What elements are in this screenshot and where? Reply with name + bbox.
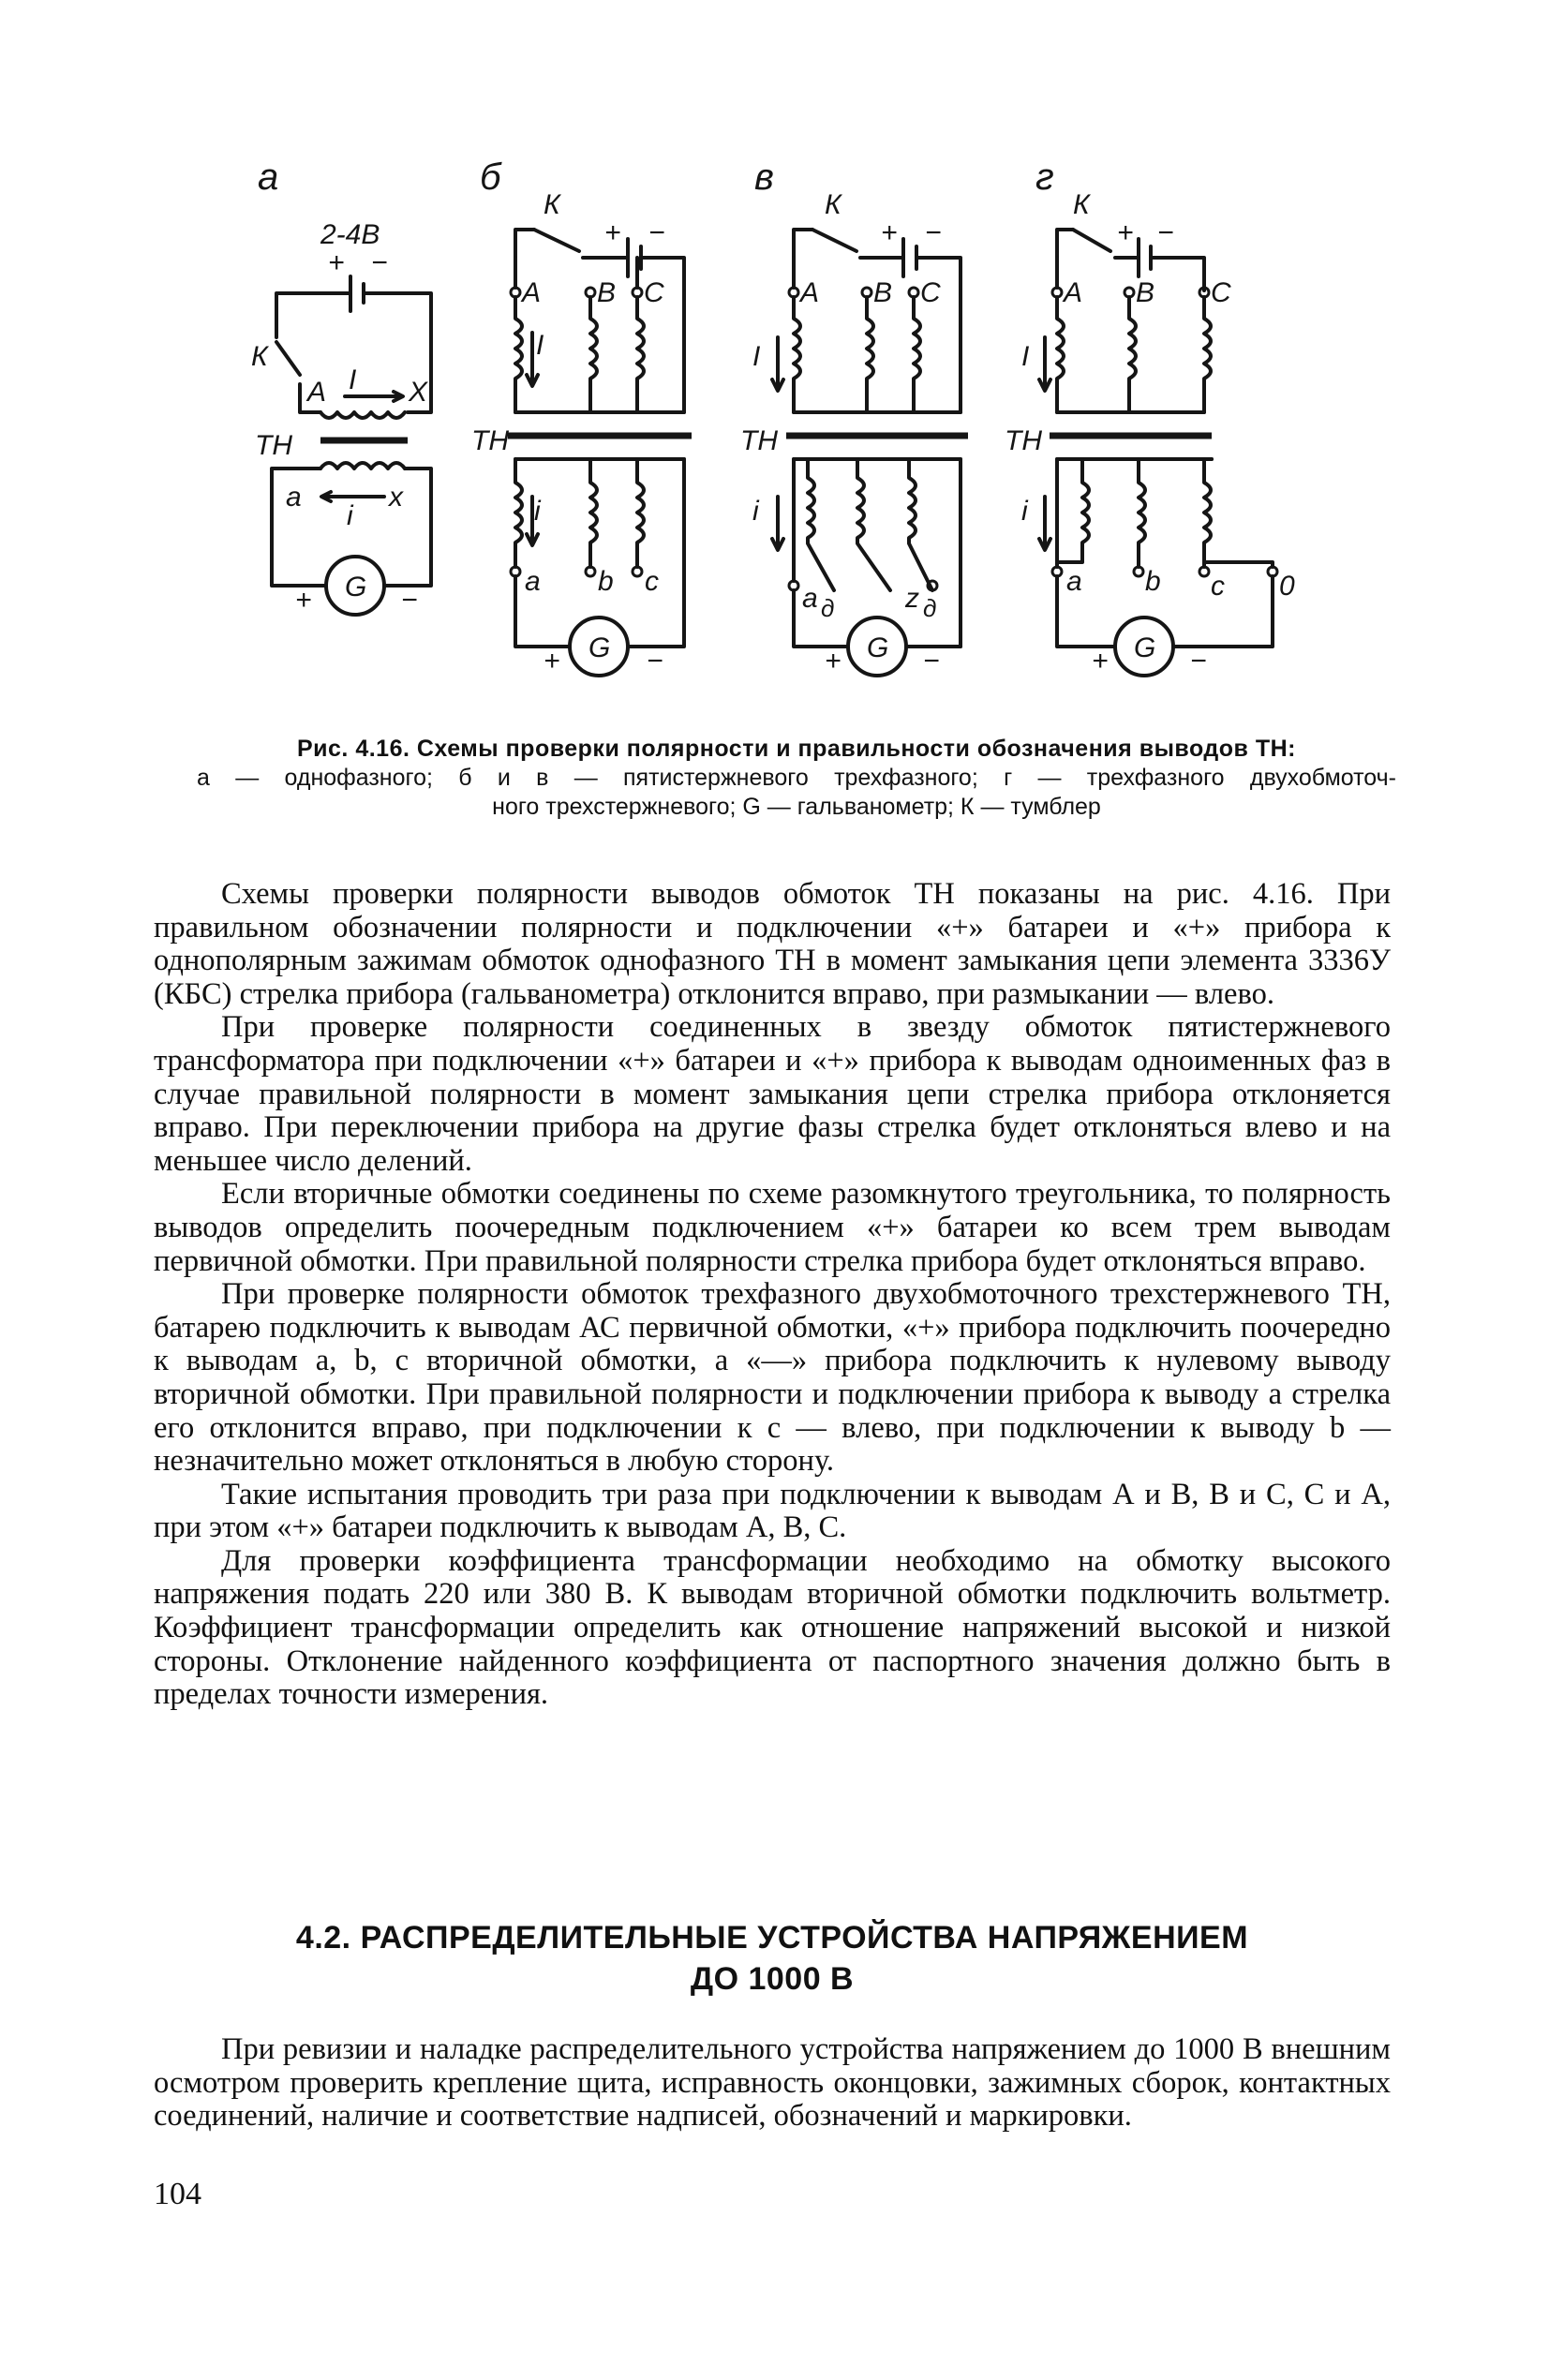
panel-a-single-phase	[251, 156, 431, 616]
th-label: ТН	[1005, 425, 1042, 456]
galvanometer-plus-sign: +	[1092, 646, 1109, 677]
th-label: ТН	[471, 425, 509, 456]
current-arrow-down	[772, 337, 783, 391]
battery-plus-sign: +	[881, 217, 898, 248]
panel-g-three-limb	[1005, 156, 1295, 677]
secondary-coil-3	[890, 459, 932, 590]
galvanometer-b-label: G	[588, 632, 611, 663]
current-I-label: I	[752, 341, 761, 372]
secondary-coil-b	[1139, 459, 1145, 567]
current-I-label: I	[1021, 341, 1030, 372]
current-i-label: i	[534, 496, 541, 527]
toggle-switch-k	[534, 230, 579, 251]
primary-coil	[320, 412, 405, 418]
body-text	[154, 878, 1391, 1712]
secondary-coil-1	[808, 459, 834, 590]
th-label: ТН	[740, 425, 778, 456]
battery-plus-sign: +	[328, 247, 345, 278]
switch-k-label: К	[544, 189, 560, 220]
terminal-zd-subscript: д	[923, 594, 937, 622]
terminal-x-label: х	[389, 482, 403, 513]
th-label: ТН	[255, 430, 292, 461]
terminal-c-label: с	[645, 566, 659, 597]
switch-k-label: К	[1073, 189, 1090, 220]
galvanometer-v-label: G	[867, 632, 889, 663]
primary-coil-C	[914, 297, 920, 412]
current-arrow-down	[1039, 337, 1050, 391]
secondary-coil-a	[1057, 459, 1089, 562]
switch-k-label: К	[251, 341, 268, 372]
terminal-0-label: 0	[1279, 571, 1295, 602]
primary-coil-A	[515, 297, 522, 412]
switch-k-label: К	[825, 189, 842, 220]
panel-b-label: б	[480, 156, 501, 198]
caption-legend-line-2: ного трехстержневого; G — гальванометр; К — тумблер	[492, 794, 1101, 820]
battery-plus-sign: +	[1117, 217, 1134, 248]
figure-4-16	[234, 150, 1378, 712]
terminal-a-label: а	[525, 566, 541, 597]
primary-coil-C	[637, 297, 644, 412]
terminal-A-label: А	[522, 277, 542, 308]
terminal-A-label: А	[800, 277, 820, 308]
galvanometer-minus-sign: −	[923, 646, 940, 677]
terminal-ad-subscript: д	[821, 594, 835, 622]
current-i-label: i	[347, 500, 353, 531]
paragraph: При проверке полярности обмоток трехфазного двухобмоточного трехстержневого ТН, батарею подключить к выводам АС первичной обмотки, «+» прибора подключить поочередно к выводам а, b, с вторичной обмотки, а «—» прибора подключить к нулевому выводу вторичной обмотки. При правильной полярности и подключении прибора к выводу а стрелка его отклонится вправо, при подключении к с — влево, при подключении к выводу b — незначительно может отклоняться в любую сторону.	[154, 1277, 1391, 1479]
current-arrow-down-secondary	[772, 497, 783, 550]
paragraph: При проверке полярности соединенных в звезду обмоток пятистержневого трансформатора при подключении «+» батареи и «+» прибора к выводам одноименных фаз в случае правильной полярности в момент замыкания цепи стрелка прибора отклоняется вправо. При переключении прибора на другие фазы стрелка будет отклоняться влево и на меньшее число делений.	[154, 1010, 1391, 1178]
galvanometer-g-label: G	[1134, 632, 1156, 663]
secondary-coil-c	[1204, 459, 1211, 567]
battery-minus-sign: −	[1157, 217, 1174, 248]
caption-title: Рис. 4.16. Схемы проверки полярности и правильности обозначения выводов ТН:	[296, 736, 1297, 762]
secondary-coil-a	[515, 459, 522, 567]
paragraph: При ревизии и наладке распределительного устройства напряжением до 1000 В внешним осмотром проверить крепление щита, исправность оконцовки, зажимных сборок, контактных соединений, наличие и соответствие надписей, обозначений и маркировки.	[154, 2032, 1391, 2134]
secondary-coil	[320, 463, 405, 469]
terminal-B-label: В	[597, 277, 617, 308]
terminal-C-label: С	[644, 277, 664, 308]
terminal-A-label: А	[307, 377, 327, 408]
paragraph: Схемы проверки полярности выводов обмоток ТН показаны на рис. 4.16. При правильном обозначении полярности и подключении «+» батареи и «+» прибора к однополярным зажимам обмоток однофазного ТН в момент замыкания цепи элемента 3336У (КБС) стрелка прибора (гальванометра) отклонится вправо, при размыкании — влево.	[154, 877, 1391, 1011]
primary-coil-A	[1057, 297, 1064, 412]
galvanometer-minus-sign: −	[1190, 646, 1207, 677]
terminal-B-label: В	[1136, 277, 1155, 308]
toggle-switch-k	[1073, 230, 1110, 251]
current-I-label: I	[536, 330, 544, 361]
galvanometer-plus-sign: +	[544, 646, 560, 677]
terminal-ad-label: а	[802, 583, 818, 614]
terminal-a-label: а	[286, 482, 302, 513]
toggle-switch-k	[276, 342, 300, 375]
terminal-A-label: А	[1064, 277, 1083, 308]
caption-legend-line-1: а — однофазного; б и в — пятистержневого трехфазного; г — трехфазного двухобмоточ-	[197, 765, 1396, 791]
primary-coil-B	[867, 297, 873, 412]
toggle-switch-k	[812, 230, 856, 251]
galvanometer-minus-sign: −	[647, 646, 663, 677]
primary-coil-B	[590, 297, 597, 412]
current-i-label: i	[1021, 496, 1028, 527]
figure-caption	[197, 735, 1396, 822]
panel-v-label: в	[754, 156, 774, 198]
paragraph: Если вторичные обмотки соединены по схеме разомкнутого треугольника, то полярность выводов определить поочередным подключением «+» батареи ко всем трем выводам первичной обмотки. При правильной полярности стрелка прибора будет отклоняться вправо.	[154, 1177, 1391, 1278]
section-heading-line-1: 4.2. РАСПРЕДЕЛИТЕЛЬНЫЕ УСТРОЙСТВА НАПРЯЖЕНИЕМ	[295, 1920, 1249, 1956]
panel-b-five-limb	[471, 156, 692, 677]
current-i-label: i	[752, 496, 759, 527]
section-heading	[154, 1917, 1391, 2000]
secondary-coil-2	[834, 459, 890, 590]
primary-coil-A	[794, 297, 800, 412]
terminal-b-label: b	[1145, 566, 1161, 597]
terminal-B-label: В	[873, 277, 893, 308]
terminal-b-label: b	[598, 566, 614, 597]
terminal-c-label: с	[1211, 571, 1225, 602]
battery-minus-sign: −	[371, 247, 388, 278]
terminal-a-label: а	[1066, 566, 1082, 597]
battery-voltage-label: 2-4В	[320, 219, 380, 250]
galvanometer-minus-sign: −	[401, 585, 418, 616]
terminal-C-label: С	[920, 277, 941, 308]
paragraph: Для проверки коэффициента трансформации необходимо на обмотку высокого напряжения подать 220 или 380 В. К выводам вторичной обмотки подключить вольтметр. Коэффициент трансформации определить как отношение напряжений высокой и низкой стороны. Отклонение найденного коэффициента от паспортного значения должно быть в пределах точности измерения.	[154, 1543, 1391, 1712]
terminal-zd-label: z	[905, 583, 919, 614]
page-number: 104	[154, 2177, 201, 2211]
terminal-X-label: Х	[409, 377, 428, 408]
battery-plus-sign: +	[604, 217, 621, 248]
paragraph: Такие испытания проводить три раза при подключении к выводам А и В, В и С, С и А, при этом «+» батареи подключить к выводам А, В, С.	[154, 1477, 1391, 1545]
secondary-coil-b	[590, 459, 597, 567]
battery-minus-sign: −	[648, 217, 665, 248]
current-arrow-down-secondary	[1039, 497, 1050, 550]
galvanometer-plus-sign: +	[295, 585, 312, 616]
current-I-label: I	[349, 364, 357, 395]
primary-coil-C	[1204, 297, 1211, 412]
secondary-coil-c	[637, 459, 644, 567]
panel-a-label: а	[258, 156, 279, 198]
terminal-C-label: С	[1211, 277, 1231, 308]
panel-g-label: г	[1035, 156, 1054, 198]
panel-v-five-limb-open-delta	[740, 156, 968, 677]
polarity-check-diagrams	[234, 150, 1378, 712]
primary-coil-B	[1129, 297, 1136, 412]
section-heading-line-2: ДО 1000 В	[690, 1961, 855, 1997]
galvanometer-a-label: G	[345, 572, 367, 602]
galvanometer-plus-sign: +	[825, 646, 842, 677]
battery-minus-sign: −	[925, 217, 942, 248]
section-body-text	[154, 2033, 1391, 2134]
